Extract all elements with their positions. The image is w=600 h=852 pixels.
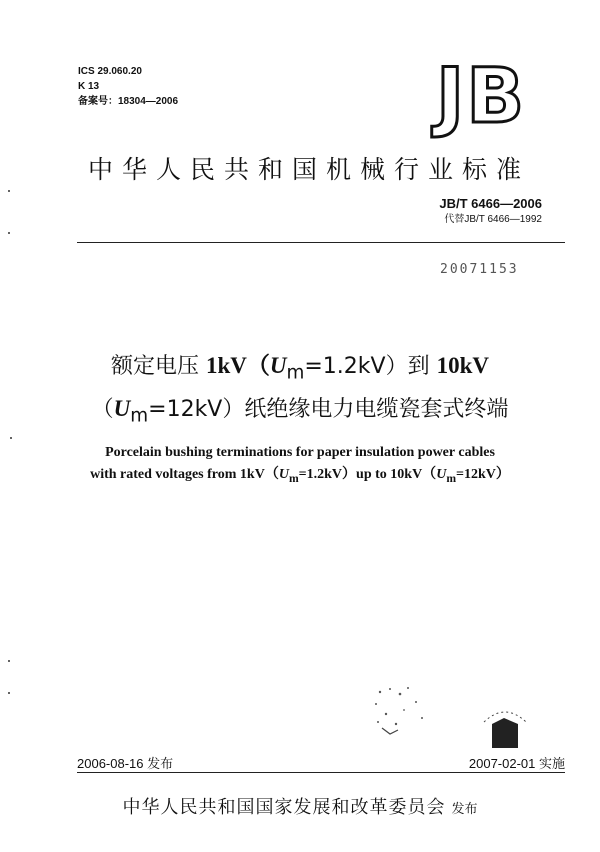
symbol-subscript: m xyxy=(446,471,457,485)
publisher-name: 中华人民共和国国家发展和改革委员会 xyxy=(122,797,446,818)
symbol-u: U xyxy=(436,467,447,482)
scan-speck xyxy=(8,190,10,192)
chinese-title xyxy=(0,348,600,435)
issue-date: 2006-08-16 发布 xyxy=(77,756,174,771)
scan-speck xyxy=(10,437,12,439)
title-text: （ xyxy=(91,397,114,423)
english-title-line-2: with rated voltages from $1kV(U_m=1.2kV)up$ to $10kV(U_m=12kV)$ xyxy=(90,467,510,485)
chinese-title-line-1 xyxy=(0,348,600,391)
replaces-standard: 代替JB/T 6466—1992 xyxy=(444,214,542,225)
standard-number: JB/T 6466—2006 xyxy=(439,196,542,211)
jb-logo: JB xyxy=(436,51,527,140)
title-voltage: 10kV xyxy=(436,353,489,378)
scan-speck xyxy=(8,660,10,662)
symbol-u: U xyxy=(278,467,289,482)
classification-block xyxy=(78,64,178,109)
symbol-subscript: m xyxy=(130,405,149,427)
english-title-line-1: Porcelain bushing terminations for paper insulation power cables xyxy=(105,445,495,460)
ics-code: ICS 29.060.20 xyxy=(78,66,142,77)
scan-speck xyxy=(8,692,10,694)
publisher-line xyxy=(0,793,600,819)
standard-number-block xyxy=(439,196,542,228)
symbol-subscript: m xyxy=(288,471,299,485)
scan-speck xyxy=(8,232,10,234)
symbol-subscript: m xyxy=(286,362,305,384)
faded-seal-graphic xyxy=(368,684,538,754)
archive-stamp-number: 20071153 xyxy=(440,262,519,277)
symbol-u: U xyxy=(269,353,287,378)
title-text: =1.2kV）到 xyxy=(304,354,437,379)
top-divider xyxy=(77,242,565,243)
filing-number: 备案号：18304—2006 xyxy=(78,96,179,107)
english-title xyxy=(0,442,600,490)
classification-code: K 13 xyxy=(78,81,100,92)
title-text: 额定电压 xyxy=(110,354,206,379)
publisher-suffix: 发布 xyxy=(451,802,478,817)
industry-standard-title: 中华人民共和国机械行业标准 xyxy=(87,155,530,184)
symbol-u: U xyxy=(113,396,131,422)
bottom-divider xyxy=(77,772,565,773)
title-text: =12kV）纸绝缘电力电缆瓷套式终端 xyxy=(148,397,509,423)
chinese-title-line-2 xyxy=(0,391,600,434)
title-voltage: 1kV（ xyxy=(205,353,270,378)
effective-date: 2007-02-01 实施 xyxy=(468,756,565,771)
